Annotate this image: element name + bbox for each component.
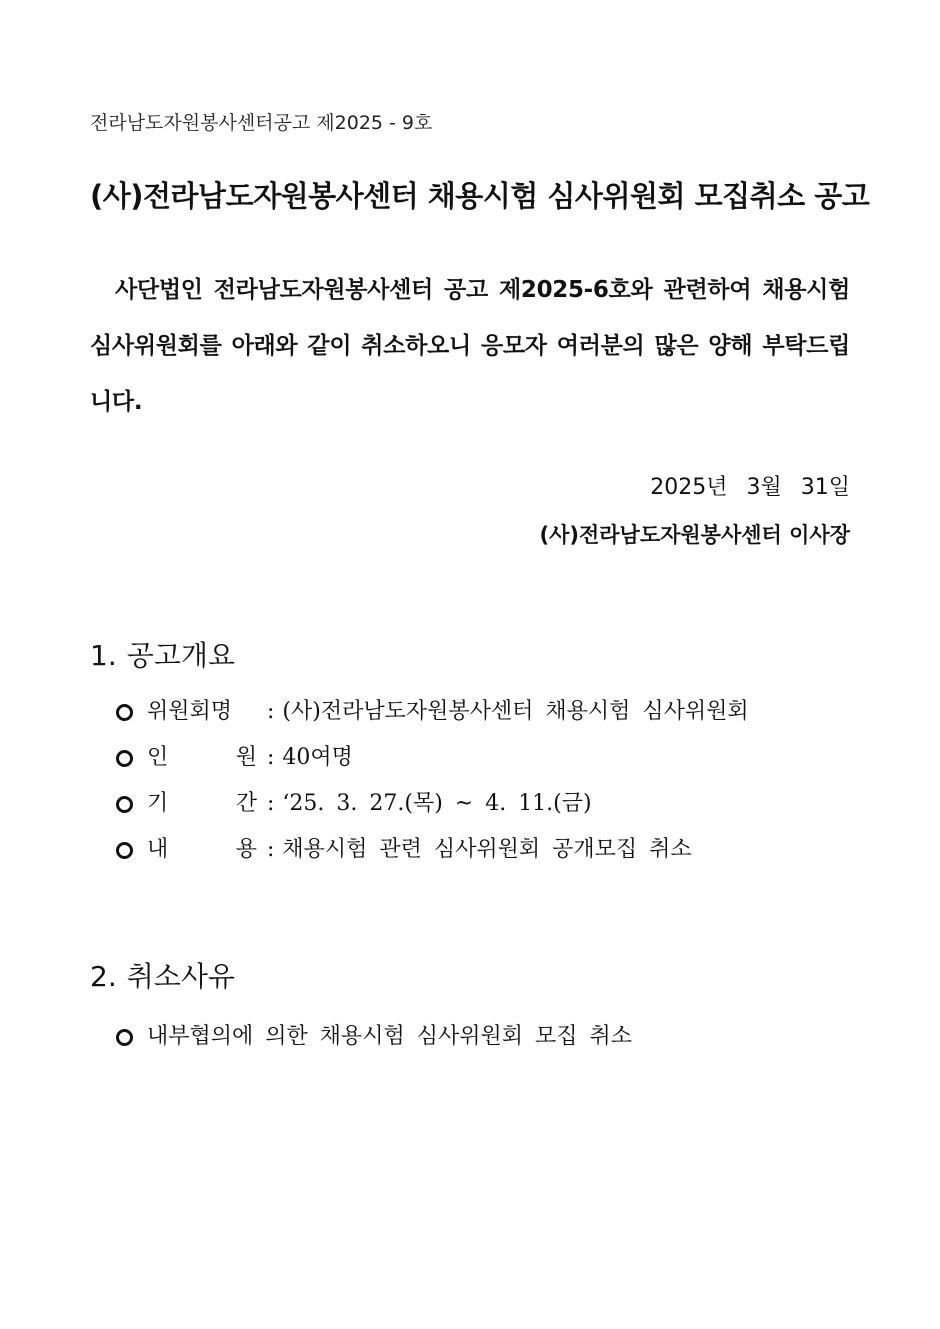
section-number: 1. xyxy=(90,639,117,672)
circle-bullet-icon xyxy=(116,1029,133,1046)
document-title: (사)전라남도자원봉사센터 채용시험 심사위원회 모집취소 공고 xyxy=(90,179,870,213)
item-label: 위원회명 xyxy=(147,699,233,724)
label-colon: : xyxy=(267,745,275,770)
list-item xyxy=(116,1014,632,1060)
circle-bullet-icon xyxy=(116,842,133,859)
intro-paragraph: 사단법인 전라남도자원봉사센터 공고 제2025-6호와 관련하여 채용시험 심사위원회를 아래와 같이 취소하오니 응모자 여러분의 많은 양해 부탁드립니다. xyxy=(90,277,850,415)
signature-organization: (사)전라남도자원봉사센터 이사장 xyxy=(539,523,850,547)
list-item xyxy=(116,689,749,735)
list-item xyxy=(116,781,749,827)
section-number: 2. xyxy=(90,960,117,993)
item-label: 기 간 xyxy=(147,791,257,816)
label-colon: : xyxy=(267,699,275,724)
item-value: 40여명 xyxy=(282,745,353,770)
list-item xyxy=(116,827,749,873)
section-heading-overview xyxy=(90,634,235,674)
item-value: 채용시험 관련 심사위원회 공개모집 취소 xyxy=(282,837,692,862)
label-colon: : xyxy=(267,791,275,816)
signature-date: 2025년 3월 31일 xyxy=(650,475,850,500)
item-text: 내부협의에 의한 채용시험 심사위원회 모집 취소 xyxy=(147,1024,633,1049)
label-colon: : xyxy=(267,837,275,862)
circle-bullet-icon xyxy=(116,796,133,813)
section-title: 취소사유 xyxy=(126,960,235,993)
cancel-reason-list xyxy=(116,1014,632,1060)
item-label: 내 용 xyxy=(147,837,257,862)
list-item xyxy=(116,735,749,781)
circle-bullet-icon xyxy=(116,704,133,721)
overview-list xyxy=(116,689,749,873)
document-number: 전라남도자원봉사센터공고 제2025 - 9호 xyxy=(90,112,433,134)
section-title: 공고개요 xyxy=(126,639,235,672)
item-value: (사)전라남도자원봉사센터 채용시험 심사위원회 xyxy=(282,699,749,724)
item-label: 인 원 xyxy=(147,745,257,770)
section-heading-cancel-reason xyxy=(90,955,235,995)
circle-bullet-icon xyxy=(116,750,133,767)
item-value: ‘25. 3. 27.(목) ~ 4. 11.(금) xyxy=(282,791,592,816)
